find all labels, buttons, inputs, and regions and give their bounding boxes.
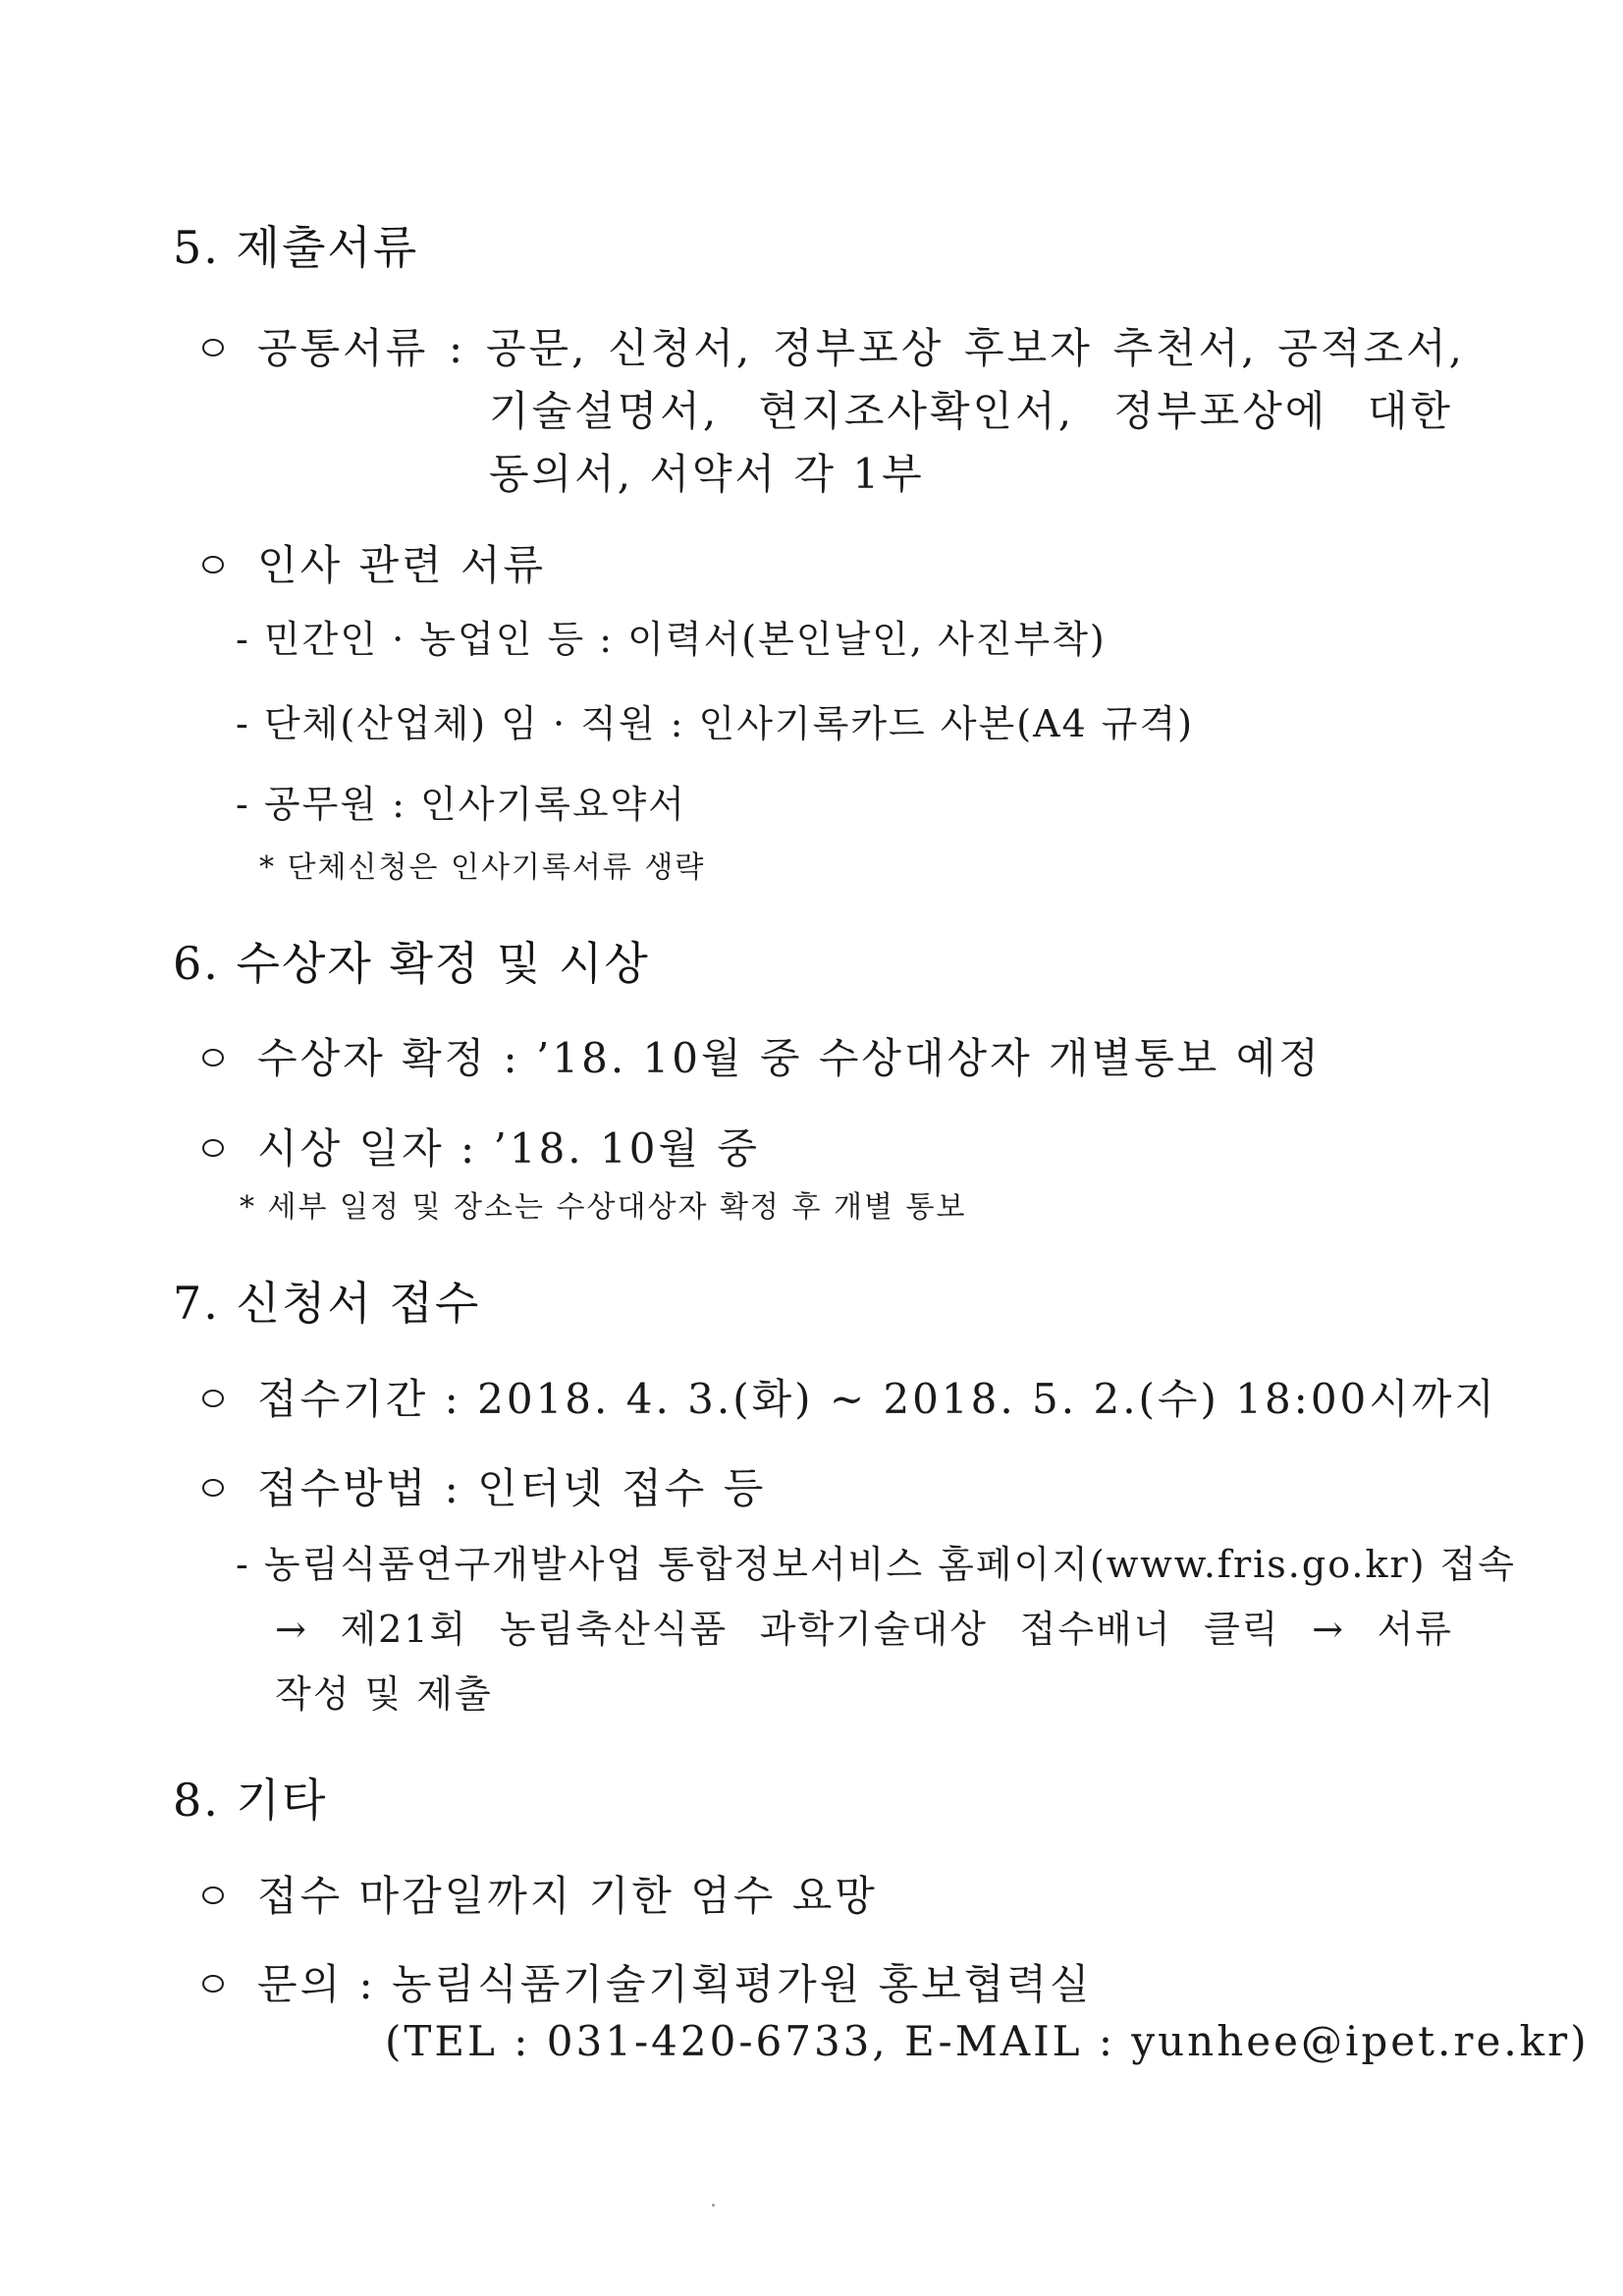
award-date-item: 시상 일자 : ’18. 10월 중 — [202, 1117, 760, 1175]
bullet-circle-icon — [202, 1049, 224, 1066]
submission-detail-line2: → 제21회 농림축산식품 과학기술대상 접수배너 클릭 → 서류 — [275, 1608, 1453, 1651]
common-docs-line3: 동의서, 서약서 각 1부 — [489, 450, 925, 498]
bullet-circle-icon — [202, 1886, 224, 1904]
contact-item: 문의 : 농림식품기술기획평가원 홍보협력실 — [202, 1952, 1093, 2011]
submission-period-item: 접수기간 : 2018. 4. 3.(화) ~ 2018. 5. 2.(수) 18:00시까지 — [202, 1367, 1497, 1426]
bullet-circle-icon — [202, 1479, 224, 1497]
award-note: * 세부 일정 및 장소는 수상대상자 확정 후 개별 통보 — [240, 1190, 967, 1225]
bullet-circle-icon — [202, 1139, 224, 1157]
personnel-note: * 단체신청은 인사기록서류 생략 — [259, 850, 706, 885]
bullet-circle-icon — [202, 556, 224, 574]
personnel-item-public-official: - 공무원 : 인사기록요약서 — [236, 783, 686, 826]
contact-detail: (TEL : 031-420-6733, E-MAIL : yunhee@ipet.re.kr) — [385, 2017, 1590, 2065]
section-6-title: 6. 수상자 확정 및 시상 — [173, 937, 650, 990]
bullet-circle-icon — [202, 339, 224, 356]
bullet-circle-icon — [202, 1390, 224, 1407]
common-docs-line1: 공통서류 : 공문, 신청서, 정부포상 후보자 추천서, 공적조서, — [202, 316, 1465, 375]
scan-speck — [712, 2204, 715, 2207]
personnel-docs-label: 인사 관련 서류 — [202, 533, 546, 592]
personnel-item-civilian: - 민간인 · 농업인 등 : 이력서(본인날인, 사진부착) — [236, 618, 1107, 661]
submission-method-item: 접수방법 : 인터넷 접수 등 — [202, 1456, 766, 1515]
award-confirm-item: 수상자 확정 : ’18. 10월 중 수상대상자 개별통보 예정 — [202, 1026, 1322, 1085]
deadline-item: 접수 마감일까지 기한 엄수 요망 — [202, 1864, 878, 1923]
section-7-title: 7. 신청서 접수 — [173, 1277, 481, 1330]
submission-detail-line1: - 농림식품연구개발사업 통합정보서비스 홈페이지(www.fris.go.kr) 접속 — [236, 1543, 1517, 1586]
submission-detail-line3: 작성 및 제출 — [275, 1672, 493, 1716]
common-docs-line2: 기술설명서, 현지조사확인서, 정부포상에 대한 — [489, 387, 1453, 435]
personnel-item-organization: - 단체(산업체) 임 · 직원 : 인사기록카드 사본(A4 규격) — [236, 702, 1195, 745]
section-8-title: 8. 기타 — [173, 1774, 328, 1827]
bullet-circle-icon — [202, 1975, 224, 1993]
section-5-title: 5. 제출서류 — [173, 221, 419, 274]
